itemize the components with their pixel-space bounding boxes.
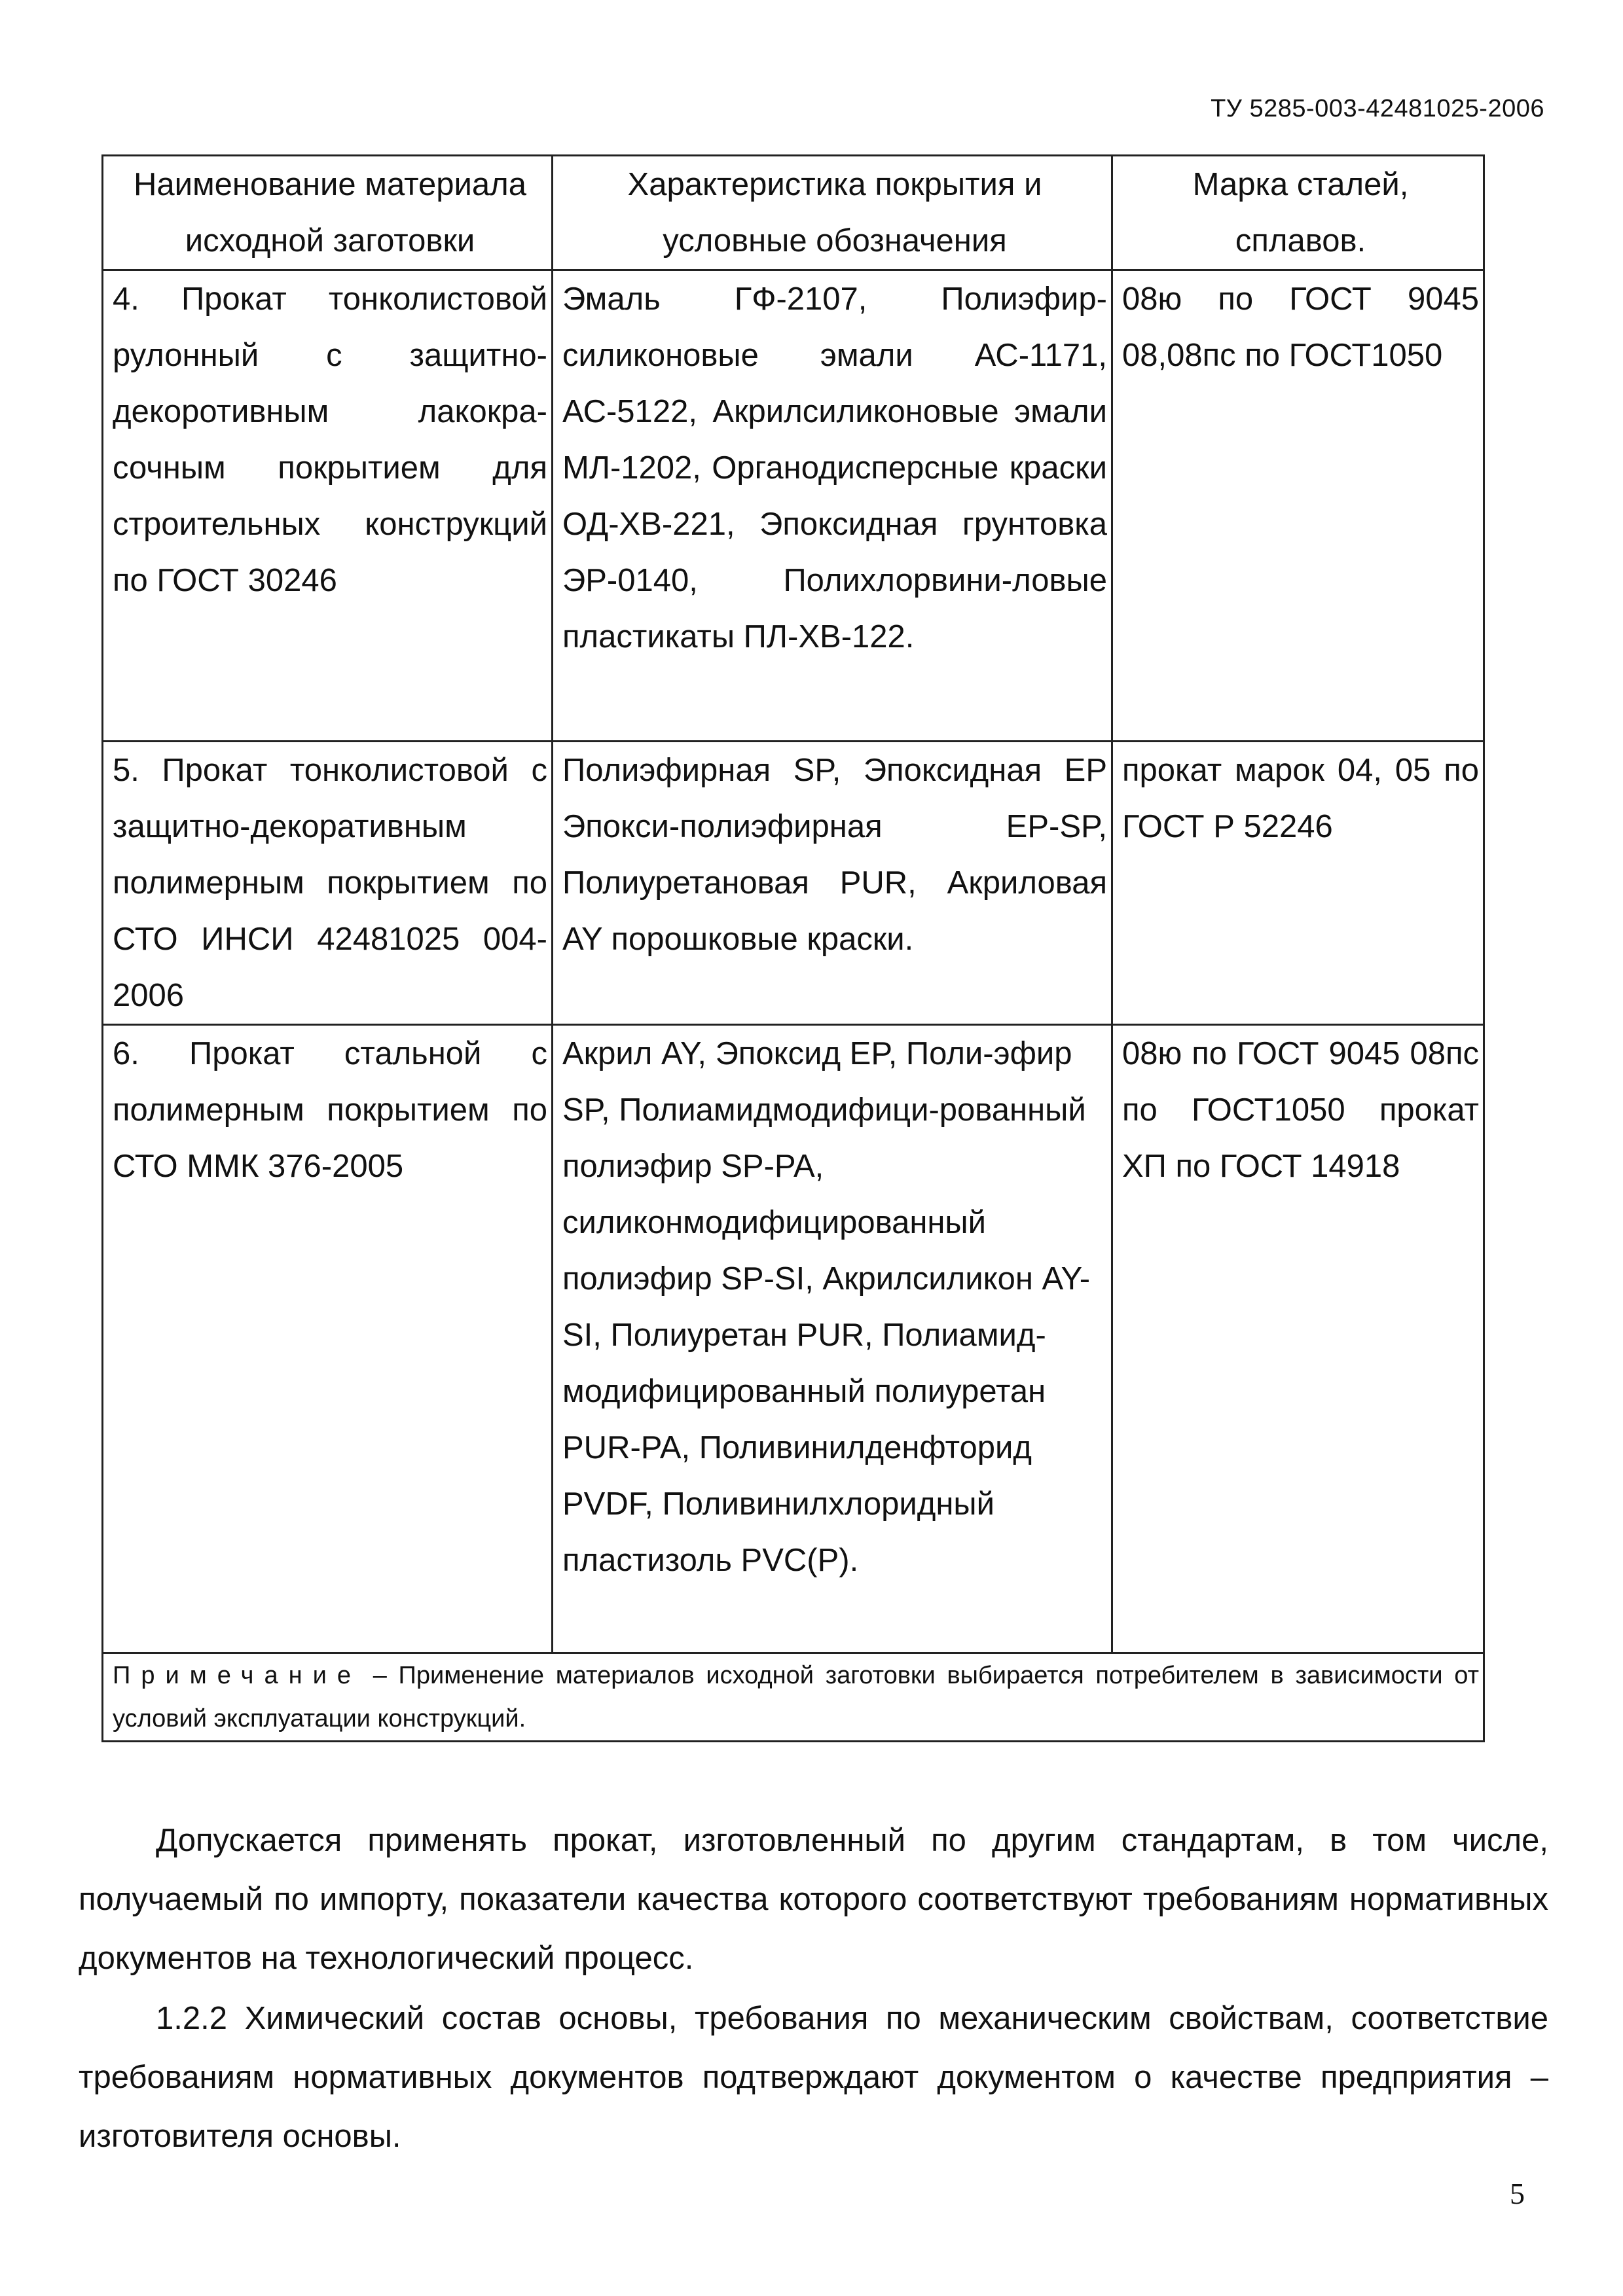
table-row [103, 742, 1484, 1025]
column-header-material [103, 156, 553, 270]
grade-cell: 08ю по ГОСТ 9045 08,08пс по ГОСТ1050 [1112, 270, 1484, 742]
table-row [103, 1025, 1484, 1653]
page-number: 5 [1510, 2177, 1525, 2210]
document-code: ТУ 5285-003-42481025-2006 [1211, 95, 1544, 122]
materials-table [101, 154, 1485, 1742]
material-cell: 4. Прокат тонколистовой рулонный с защитно-декоротивным лакокра-сочным покрытием для строительных конструкций по ГОСТ 30246 [103, 270, 553, 742]
note-label: Примечание [113, 1662, 361, 1689]
coating-cell: Акрил AY, Эпоксид EP, Поли-эфир SP, Полиамидмодифици-рованный полиэфир SP-PA, силиконмодифицированный полиэфир SP-SI, Акрилсиликон AY-SI, Полиуретан PUR, Полиамид-модифицированный полиуретан PUR-PA, Поливинилденфторид PVDF, Поливинилхлоридный пластизоль PVC(P). [553, 1025, 1112, 1653]
table-header-row [103, 156, 1484, 270]
coating-cell: Эмаль ГФ-2107, Полиэфир-силиконовые эмали АС-1171, АС-5122, Акрилсиликоновые эмали МЛ-1202, Органодисперсные краски ОД-ХВ-221, Эпоксидная грунтовка ЭР-0140, Полихлорвини-ловые пластикаты ПЛ-ХВ-122. [553, 270, 1112, 742]
coating-cell: Полиэфирная SP, Эпоксидная EP Эпокси-полиэфирная EP-SP, Полиуретановая PUR, Акриловая AY порошковые краски. [553, 742, 1112, 1025]
column-header-grade [1112, 156, 1484, 270]
table-row [103, 270, 1484, 742]
header-line: сплавов. [1235, 223, 1366, 259]
column-header-coating [553, 156, 1112, 270]
header-line: исходной заготовки [185, 223, 475, 259]
body-paragraph: 1.2.2 Химический состав основы, требования по механическим свойствам, соответствие требованиям нормативных документов подтверждают документом о качестве предприятия – изготовителя основы. [79, 2001, 1548, 2154]
material-cell: 5. Прокат тонколистовой с защитно-декоративным полимерным покрытием по СТО ИНСИ 42481025 004-2006 [103, 742, 553, 1025]
note-text: – Применение материалов исходной заготовки выбирается потребителем в зависимости от условий эксплуатации конструкций. [113, 1662, 1479, 1732]
table-note [103, 1653, 1484, 1742]
header-line: условные обозначения [663, 223, 1007, 259]
grade-cell: прокат марок 04, 05 по ГОСТ Р 52246 [1112, 742, 1484, 1025]
header-line: Наименование материала [133, 167, 526, 202]
header-line: Характеристика покрытия и [627, 167, 1042, 202]
body-paragraph: Допускается применять прокат, изготовленный по другим стандартам, в том числе, получаемый по импорту, показатели качества которого соответствуют требованиям нормативных документов на технологический процесс. [79, 1823, 1548, 1976]
table-note-row [103, 1653, 1484, 1742]
grade-cell: 08ю по ГОСТ 9045 08пс по ГОСТ1050 прокат ХП по ГОСТ 14918 [1112, 1025, 1484, 1653]
header-line: Марка сталей, [1192, 167, 1409, 202]
material-cell: 6. Прокат стальной с полимерным покрытием по СТО ММК 376-2005 [103, 1025, 553, 1653]
